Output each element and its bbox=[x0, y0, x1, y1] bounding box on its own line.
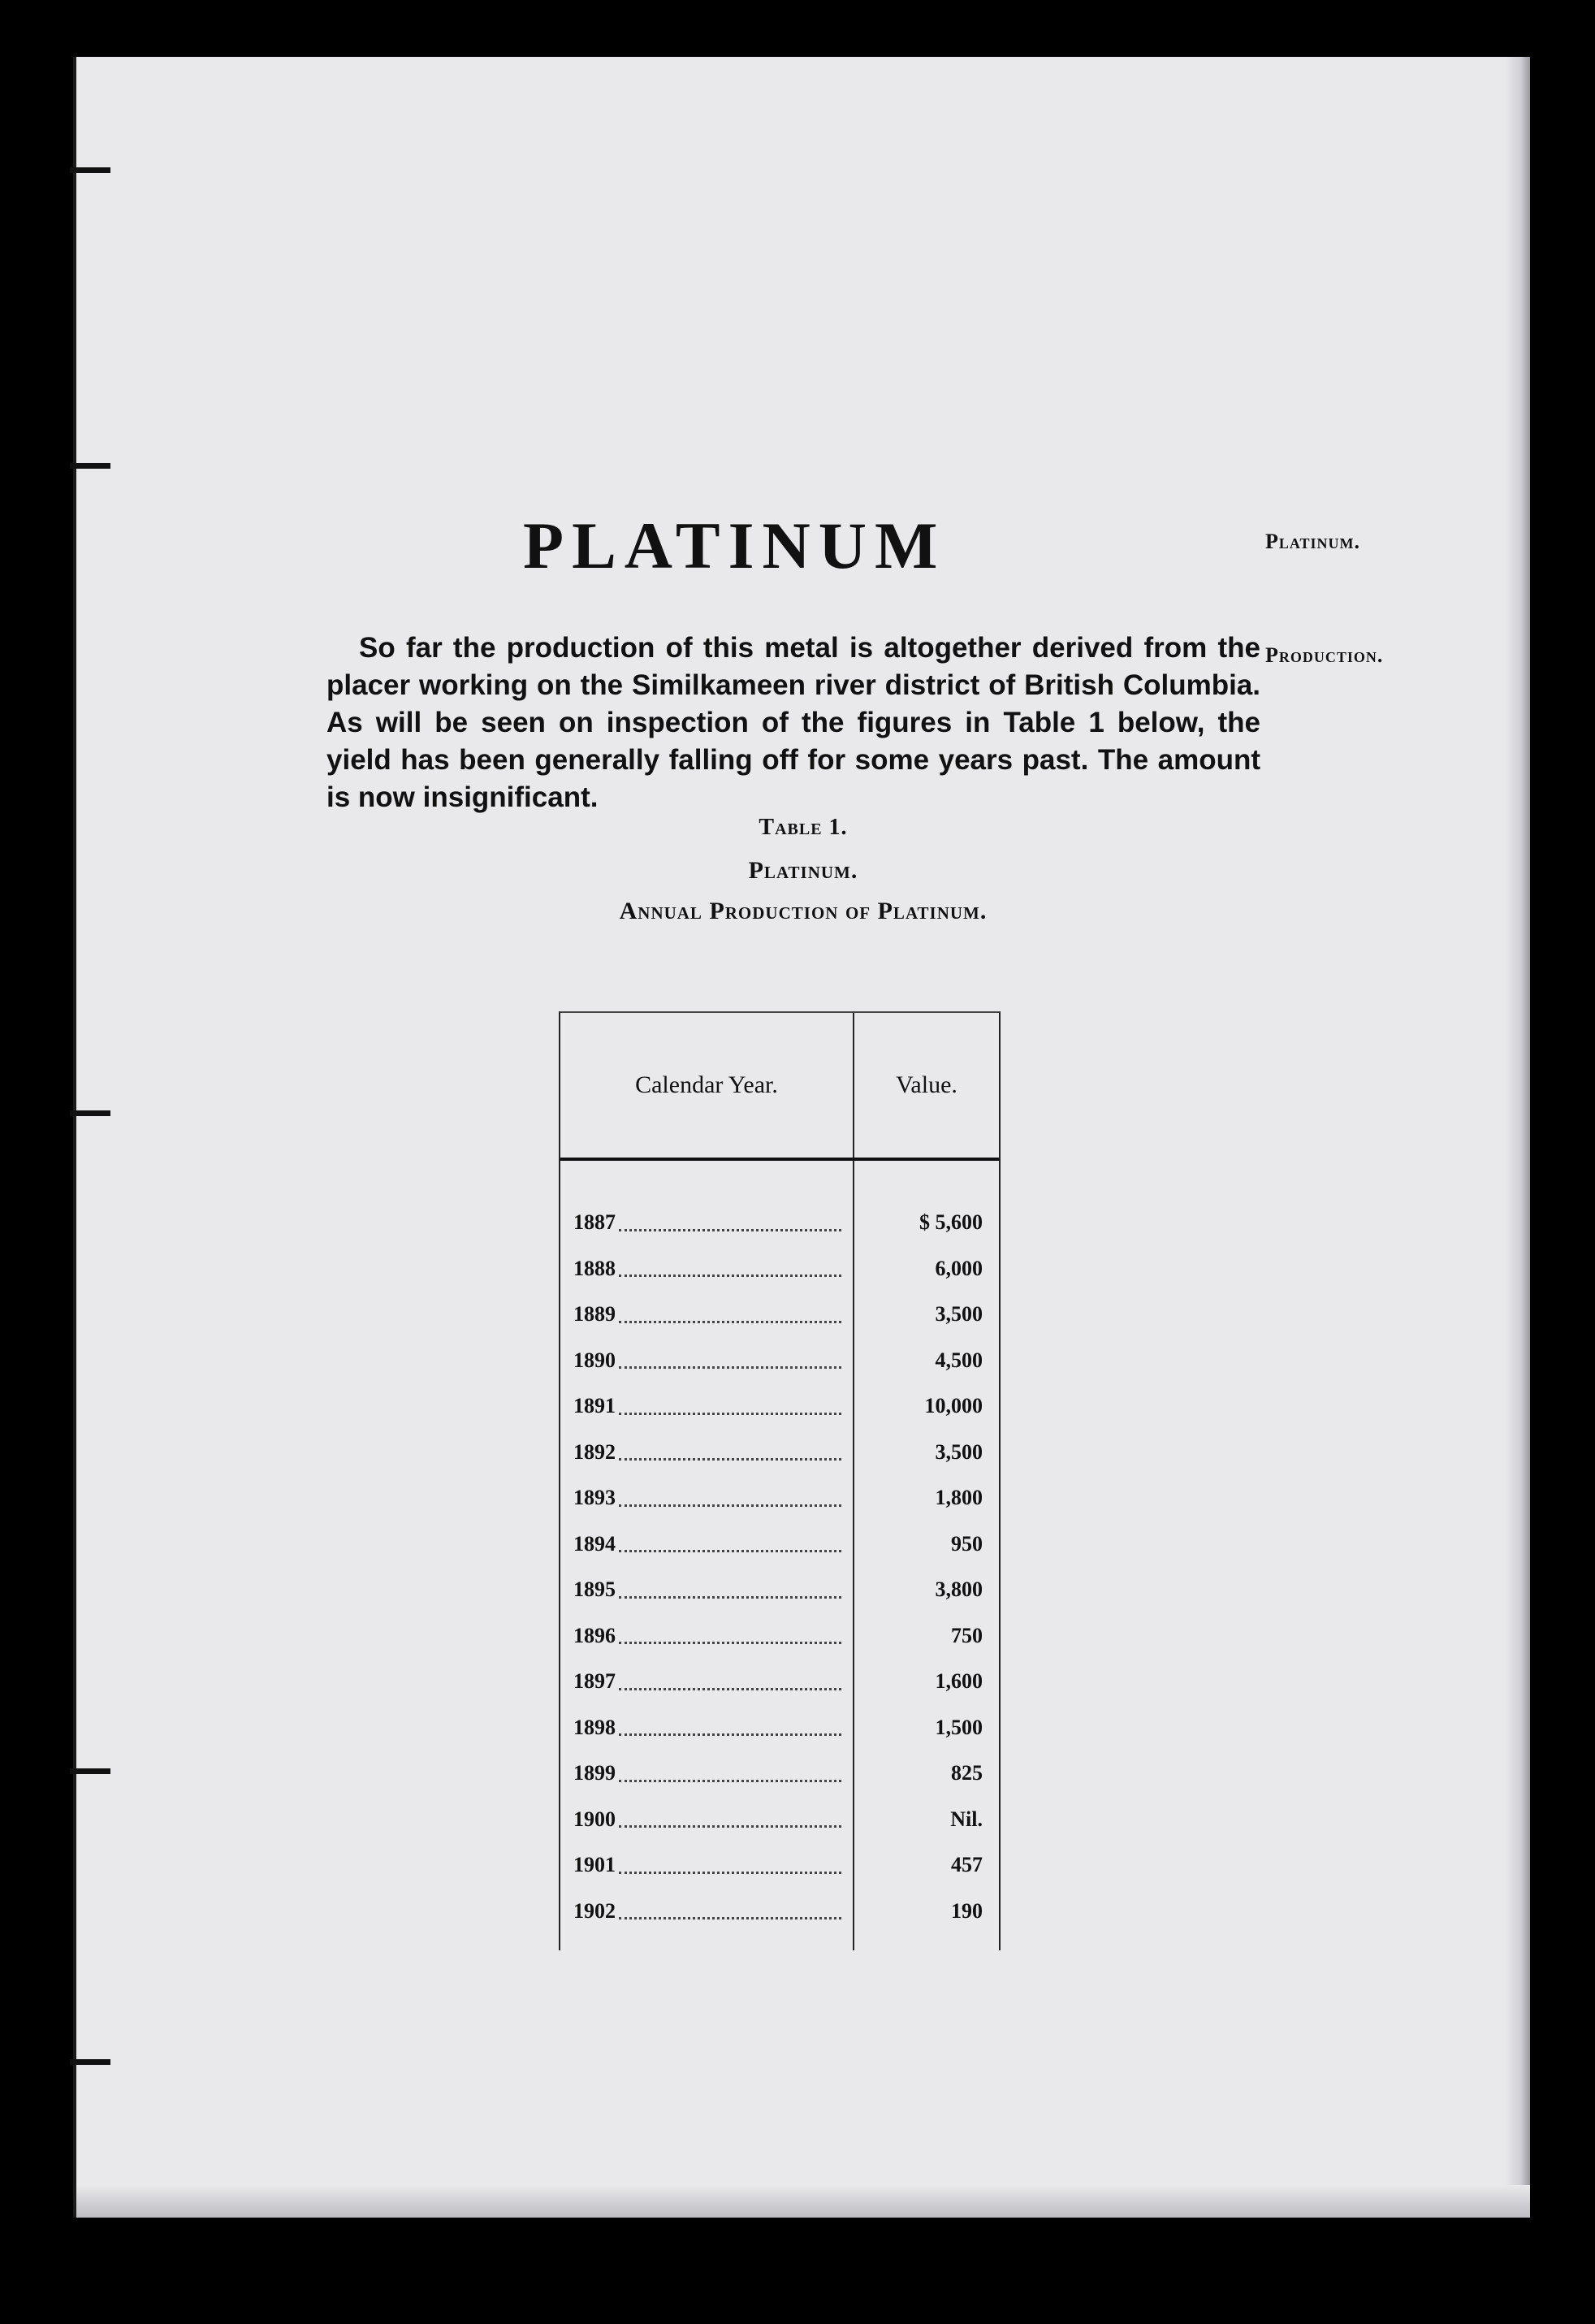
year-cell: 1897 bbox=[573, 1669, 616, 1694]
value-cell: 6,000 bbox=[935, 1256, 983, 1280]
value-cell: 825 bbox=[951, 1761, 983, 1785]
value-cell: 950 bbox=[951, 1531, 983, 1556]
value-cell: 3,800 bbox=[935, 1577, 983, 1602]
table-row-year bbox=[560, 1842, 853, 1889]
value-cell: Nil. bbox=[950, 1807, 983, 1831]
leader-dots bbox=[619, 1490, 841, 1507]
year-cell: 1893 bbox=[573, 1486, 616, 1510]
table-label: Table 1. bbox=[759, 815, 848, 840]
page-edge bbox=[1506, 57, 1530, 2218]
leader-dots bbox=[619, 1673, 841, 1690]
value-cell: $ 5,600 bbox=[919, 1210, 983, 1235]
leader-dots bbox=[619, 1857, 841, 1874]
leader-dots bbox=[619, 1902, 841, 1919]
value-column bbox=[854, 1161, 999, 1950]
value-cell: 457 bbox=[951, 1853, 983, 1877]
leader-dots bbox=[619, 1582, 841, 1599]
value-cell: 1,500 bbox=[935, 1715, 983, 1739]
table-row-year bbox=[560, 1246, 853, 1292]
table-row-year bbox=[560, 1292, 853, 1338]
year-cell: 1902 bbox=[573, 1898, 616, 1923]
value-cell: 1,800 bbox=[935, 1486, 983, 1510]
year-cell: 1895 bbox=[573, 1577, 616, 1602]
table-row-year bbox=[560, 1430, 853, 1476]
table-row-year bbox=[560, 1338, 853, 1384]
table-row-year bbox=[560, 1521, 853, 1568]
header-value: Value. bbox=[896, 1071, 957, 1098]
table-header bbox=[560, 1013, 999, 1161]
leader-dots bbox=[619, 1214, 841, 1231]
binding-mark bbox=[70, 167, 110, 173]
value-cell: 750 bbox=[951, 1623, 983, 1647]
binding-mark bbox=[70, 1768, 110, 1774]
year-cell: 1900 bbox=[573, 1807, 616, 1831]
table-row-year bbox=[560, 1383, 853, 1430]
leader-dots bbox=[619, 1535, 841, 1552]
table-row-year bbox=[560, 1889, 853, 1935]
page-bottom-edge bbox=[76, 2185, 1530, 2218]
leader-dots bbox=[619, 1352, 841, 1369]
page-title: PLATINUM bbox=[523, 509, 946, 582]
production-table bbox=[559, 1011, 1001, 1950]
year-cell: 1892 bbox=[573, 1439, 616, 1464]
margin-note-production: Production. bbox=[1265, 643, 1384, 667]
table-row-year bbox=[560, 1200, 853, 1246]
value-cell: 3,500 bbox=[935, 1302, 983, 1326]
leader-dots bbox=[619, 1765, 841, 1782]
leader-dots bbox=[619, 1306, 841, 1323]
table-row-year bbox=[560, 1797, 853, 1843]
leader-dots bbox=[619, 1398, 841, 1415]
leader-dots bbox=[619, 1811, 841, 1828]
table-caption: Annual Production of Platinum. bbox=[619, 898, 988, 924]
year-cell: 1888 bbox=[573, 1256, 616, 1280]
margin-note-section: Platinum. bbox=[1265, 530, 1361, 553]
table-row-year bbox=[560, 1613, 853, 1660]
value-cell: 3,500 bbox=[935, 1439, 983, 1464]
year-cell: 1890 bbox=[573, 1348, 616, 1372]
binding-mark bbox=[70, 463, 110, 469]
year-cell: 1898 bbox=[573, 1715, 616, 1739]
binding-mark bbox=[70, 2059, 110, 2065]
table-row-year bbox=[560, 1475, 853, 1521]
document-page bbox=[73, 57, 1530, 2218]
value-cell: 4,500 bbox=[935, 1348, 983, 1372]
value-cell: 190 bbox=[951, 1898, 983, 1923]
value-cell: 1,600 bbox=[935, 1669, 983, 1694]
table-row-year bbox=[560, 1751, 853, 1797]
table-row-year bbox=[560, 1567, 853, 1613]
year-cell: 1889 bbox=[573, 1302, 616, 1326]
leader-dots bbox=[619, 1443, 841, 1461]
value-cell: 10,000 bbox=[924, 1394, 983, 1418]
leader-dots bbox=[619, 1719, 841, 1736]
year-cell: 1891 bbox=[573, 1394, 616, 1418]
table-subject: Platinum. bbox=[748, 857, 858, 884]
year-cell: 1901 bbox=[573, 1853, 616, 1877]
year-cell: 1899 bbox=[573, 1761, 616, 1785]
table-body bbox=[560, 1161, 999, 1950]
year-cell: 1887 bbox=[573, 1210, 616, 1235]
table-row-year bbox=[560, 1659, 853, 1705]
leader-dots bbox=[619, 1260, 841, 1277]
body-paragraph: So far the production of this metal is altogether derived from the placer working on the Similkameen river district of British Columbia. As will be seen on inspection of the figures in Table 1 below, the yield has been generally falling off for some years past. The amount is now insignificant. bbox=[326, 632, 1260, 813]
table-row-year bbox=[560, 1705, 853, 1751]
year-column bbox=[560, 1161, 854, 1950]
year-cell: 1894 bbox=[573, 1531, 616, 1556]
leader-dots bbox=[619, 1627, 841, 1644]
year-cell: 1896 bbox=[573, 1623, 616, 1647]
header-calendar-year: Calendar Year. bbox=[560, 1013, 854, 1158]
binding-mark bbox=[70, 1110, 110, 1116]
